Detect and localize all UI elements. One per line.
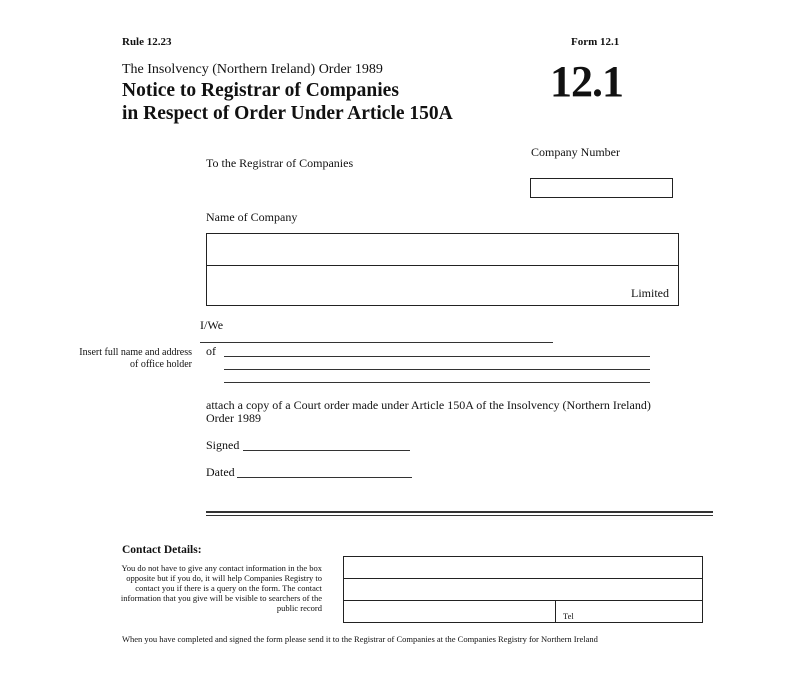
- form-title-line-2: in Respect of Order Under Article 150A: [122, 103, 453, 124]
- date-line[interactable]: [237, 477, 412, 478]
- signature-line[interactable]: [243, 450, 410, 451]
- contact-row-divider-2: [344, 600, 702, 601]
- contact-row-divider-1: [344, 578, 702, 579]
- company-name-field[interactable]: [206, 233, 679, 306]
- footer-instruction: When you have completed and signed the form please send it to the Registrar of Companies at the Companies Registry for Northern Ireland: [122, 634, 598, 644]
- form-title: [122, 79, 453, 125]
- iwe-label: I/We: [200, 318, 224, 332]
- contact-details-note: You do not have to give any contact information in the box opposite but if you do, it will help Companies Registry to contact you if there is a query on the form. The contact information that you give will be visible to searchers of the public record: [120, 563, 322, 613]
- contact-details-title: Contact Details:: [122, 544, 202, 556]
- dated-label: Dated: [206, 465, 235, 479]
- limited-suffix: Limited: [631, 286, 669, 300]
- separator-rule-top: [206, 511, 713, 513]
- company-number-field[interactable]: [530, 178, 673, 198]
- company-number-label: Company Number: [531, 145, 620, 159]
- rule-reference: Rule 12.23: [122, 36, 172, 48]
- attach-statement: attach a copy of a Court order made under Article 150A of the Insolvency (Northern Ireland) Order 1989: [206, 398, 651, 425]
- company-name-divider: [207, 265, 678, 266]
- signed-label: Signed: [206, 438, 240, 452]
- address-line-3[interactable]: [224, 382, 650, 383]
- addressee-line: To the Registrar of Companies: [206, 156, 354, 170]
- separator-rule-bottom: [206, 515, 713, 516]
- company-name-label: Name of Company: [206, 210, 298, 224]
- contact-details-box[interactable]: [343, 556, 703, 623]
- form-number: 12.1: [550, 57, 623, 106]
- office-holder-side-note: Insert full name and address of office holder: [79, 347, 192, 370]
- address-line-2[interactable]: [224, 369, 650, 370]
- office-holder-name-line[interactable]: [200, 342, 553, 343]
- form-reference: Form 12.1: [571, 36, 620, 48]
- contact-tel-separator: [555, 600, 556, 622]
- order-title: The Insolvency (Northern Ireland) Order 1989: [122, 62, 383, 77]
- tel-label: Tel: [563, 611, 574, 621]
- of-label: of: [206, 344, 216, 358]
- address-line-1[interactable]: [224, 356, 650, 357]
- form-title-line-1: Notice to Registrar of Companies: [122, 80, 399, 101]
